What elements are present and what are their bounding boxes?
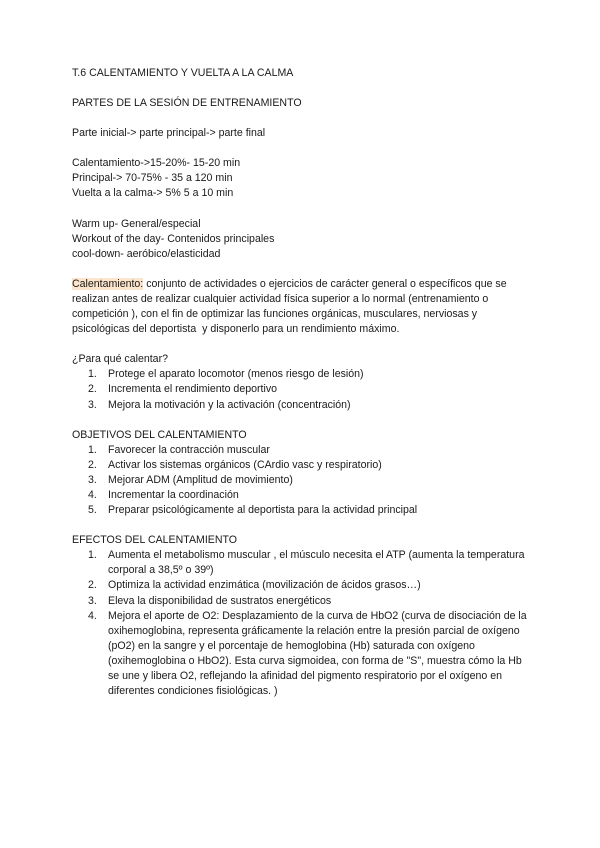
list-item: 5. Preparar psicológicamente al deportista para la actividad principal [88, 504, 418, 517]
list-item: 3. Mejora la motivación y la activación (concentración) [88, 398, 351, 411]
duration-line: Principal-> 70-75% - 35 a 120 min [72, 172, 233, 185]
list-item: 2. Optimiza la actividad enzimática (movilización de ácidos grasos…) [88, 579, 421, 592]
definition-paragraph [72, 277, 532, 337]
duration-line: Vuelta a la calma-> 5% 5 a 10 min [72, 187, 234, 200]
section-heading-partes: PARTES DE LA SESIÓN DE ENTRENAMIENTO [72, 97, 302, 110]
list-item: 3. Mejorar ADM (Amplitud de movimiento) [88, 473, 293, 486]
english-term-line: Warm up- General/especial [72, 217, 201, 230]
list-item: 3. Eleva la disponibilidad de sustratos energéticos [88, 594, 332, 607]
why-list [72, 367, 532, 412]
list-item: 1. Protege el aparato locomotor (menos riesgo de lesión) [88, 368, 364, 381]
definition-text: conjunto de actividades o ejercicios de carácter general o específicos que se realizan antes de realizar cualquier actividad física superior a lo normal (entrenamiento o competición ), con el fin de optimizar las funciones orgánicas, musculares, nerviosas y psicológicas del deportista y disponerlo para un rendimiento máximo. [72, 277, 510, 336]
list-item: 1. Favorecer la contracción muscular [88, 443, 270, 456]
definition-term-highlight: Calentamiento: [72, 277, 144, 290]
effects-list [72, 548, 532, 699]
list-item: 4. Mejora el aporte de O2: Desplazamiento de la curva de HbO2 (curva de disociación de la oxihemoglobina, representa gráficamente la relación entre la presión parcial de oxígeno (pO2) en la sangre y el porcentaje de hemoglobina (Hb) saturada con oxígeno (oxihemoglobina o HbO2). Esta curva sigmoidea, con forma de "S", muestra cómo la Hb se une y libera O2, reflejando la afinidad del pigmento respiratorio por el oxígeno en diferentes condiciones fisiológicas. ) [88, 609, 527, 698]
english-term-line: cool-down- aeróbico/elasticidad [72, 247, 221, 260]
list-item: 1. Aumenta el metabolismo muscular , el músculo necesita el ATP (aumenta la temperatura corporal a 38,5º o 39º) [88, 549, 525, 577]
document-page [72, 66, 532, 699]
list-item: 4. Incrementar la coordinación [88, 488, 239, 501]
list-item: 2. Incrementa el rendimiento deportivo [88, 383, 278, 396]
objectives-list [72, 443, 532, 518]
effects-heading: EFECTOS DEL CALENTAMIENTO [72, 534, 238, 547]
objectives-heading: OBJETIVOS DEL CALENTAMIENTO [72, 428, 247, 441]
list-item: 2. Activar los sistemas orgánicos (CArdio vasc y respiratorio) [88, 458, 382, 471]
why-heading: ¿Para qué calentar? [72, 353, 168, 366]
english-term-line: Workout of the day- Contenidos principales [72, 232, 275, 245]
session-sequence: Parte inicial-> parte principal-> parte final [72, 127, 266, 140]
document-title: T.6 CALENTAMIENTO Y VUELTA A LA CALMA [72, 67, 294, 79]
duration-line: Calentamiento->15-20%- 15-20 min [72, 157, 241, 170]
